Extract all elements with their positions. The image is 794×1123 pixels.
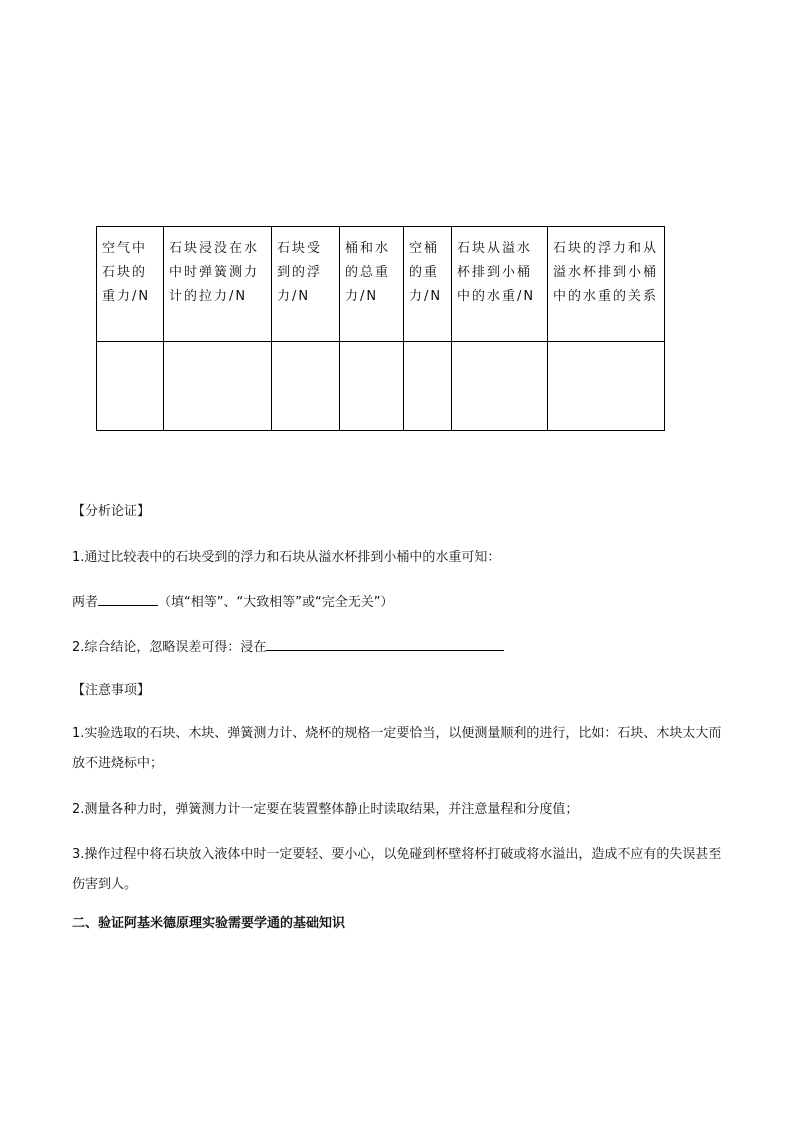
answer-blank[interactable] (266, 638, 504, 651)
header-label: 石块从溢水杯排到小桶中的水重/N (457, 241, 536, 304)
data-table (96, 226, 665, 431)
header-label: 桶和水的总重力/N (345, 241, 391, 304)
section-title: 二、验证阿基米德原理实验需要学通的基础知识 (72, 916, 346, 931)
analysis-heading: 【分析论证】 (72, 504, 151, 519)
fill-prefix: 两者 (72, 595, 99, 610)
table-cell[interactable] (164, 342, 272, 431)
header-label: 石块浸没在水中时弹簧测力计的拉力/N (169, 241, 260, 304)
table-header-cell (97, 227, 164, 342)
conclusion-prefix: 2.综合结论，忽略误差可得：浸在 (72, 640, 267, 655)
analysis-item-2 (72, 638, 504, 656)
header-label: 空桶的重力/N (409, 241, 443, 304)
table-header-cell (164, 227, 272, 342)
table-cell[interactable] (272, 342, 340, 431)
table-header-cell (340, 227, 404, 342)
notes-heading: 【注意事项】 (72, 683, 151, 698)
notes-item-2: 2.测量各种力时，弹簧测力计一定要在装置整体静止时读取结果，并注意量程和分度值； (72, 802, 579, 817)
fill-suffix: （填“相等”、“大致相等”或“完全无关”） (158, 595, 394, 610)
table-cell[interactable] (404, 342, 452, 431)
analysis-item-1-fill (72, 593, 393, 611)
table-header-cell (272, 227, 340, 342)
table-cell[interactable] (97, 342, 164, 431)
answer-blank[interactable] (98, 593, 158, 606)
notes-item-1: 1.实验选取的石块、木块、弹簧测力计、烧杯的规格一定要恰当，以便测量顺利的进行，比如：石块、木块太大而放不进烧标中； (72, 726, 722, 771)
table-cell[interactable] (452, 342, 548, 431)
table-header-cell (548, 227, 665, 342)
table-header-row (97, 227, 665, 342)
header-label: 空气中石块的重力/N (102, 241, 151, 304)
table-cell[interactable] (340, 342, 404, 431)
table-row (97, 342, 665, 431)
header-label: 石块的浮力和从溢水杯排到小桶中的水重的关系 (553, 241, 659, 304)
header-label: 石块受到的浮力/N (277, 241, 323, 304)
analysis-item-1: 1.通过比较表中的石块受到的浮力和石块从溢水杯排到小桶中的水重可知： (72, 550, 501, 565)
notes-item-3: 3.操作过程中将石块放入液体中时一定要轻、要小心，以免碰到杯壁将杯打破或将水溢出，造成不应有的失误甚至伤害到人。 (72, 847, 722, 892)
table-header-cell (452, 227, 548, 342)
table-header-cell (404, 227, 452, 342)
table-cell[interactable] (548, 342, 665, 431)
